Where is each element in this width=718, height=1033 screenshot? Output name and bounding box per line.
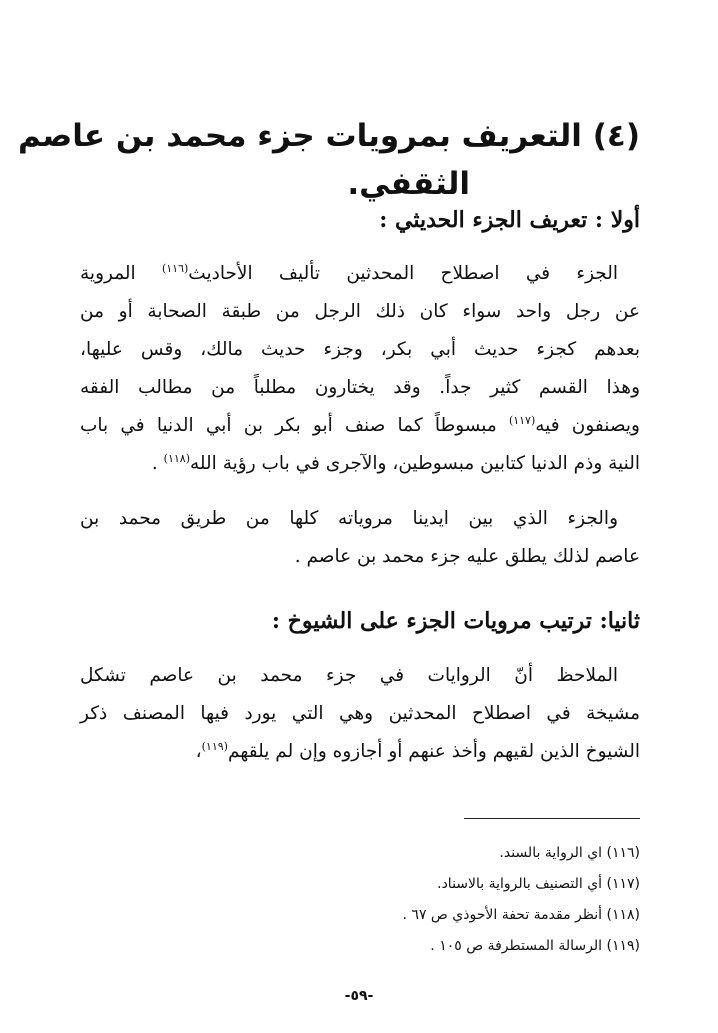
- chapter-title-line-2: الثقفي.: [347, 166, 470, 202]
- text-segment: النية وذم الدنيا كتابين مبسوطين، والآجرى في باب رؤية الله: [190, 453, 640, 474]
- footnotes-list: [80, 838, 640, 962]
- text-line: والجزء الذي بين ايدينا مروياته كلها من طريق محمد بن: [80, 508, 618, 529]
- text-segment: ويصنفون فيه: [535, 415, 640, 436]
- page-number: -٥٩-: [344, 988, 374, 1004]
- text-line: وهذا القسم كثير جداً. وقد يختارون مطلباً من مطالب الفقه: [80, 377, 640, 398]
- text-line: الملاحظ أنّ الروايات في جزء محمد بن عاصم تشكل: [80, 665, 618, 686]
- footnote-ref-118[interactable]: (١١٨): [163, 451, 190, 465]
- text-line: بعدهم كجزء حديث أبي بكر، وجزء حديث مالك، وقس عليها،: [80, 339, 640, 360]
- text-line: [80, 733, 640, 771]
- text-segment: مبسوطاً كما صنف أبو بكر بن أبي الدنيا في باب: [80, 415, 509, 436]
- text-segment: الجزء في اصطلاح المحدثين تأليف الأحاديث: [188, 263, 618, 284]
- section-1-heading: أولا : تعريف الجزء الحديثي :: [379, 207, 640, 233]
- footnote-117: (١١٧) أي التصنيف بالرواية بالاسناد.: [437, 876, 640, 892]
- footnote-ref-117[interactable]: (١١٧): [508, 413, 536, 427]
- section-2-heading: ثانيا: ترتيب مرويات الجزء على الشيوخ :: [271, 608, 640, 634]
- text-line: [80, 445, 640, 483]
- text-segment: المروية: [80, 263, 162, 284]
- text-line: مشيخة في اصطلاح المحدثين وهي التي يورد فيها المصنف ذكر: [80, 703, 640, 724]
- text-line: عن رجل واحد سواء كان ذلك الرجل من طبقة الصحابة أو من: [80, 301, 640, 322]
- footnote-ref-116[interactable]: (١١٦): [161, 261, 189, 275]
- section-1-paragraph-2: [80, 500, 640, 576]
- section-1-paragraph-1: [80, 255, 640, 483]
- text-line: [80, 255, 640, 293]
- text-segment: ،: [195, 741, 202, 762]
- text-segment: .: [151, 453, 164, 474]
- footnote-119: (١١٩) الرسالة المستطرفة ص ١٠٥ .: [430, 938, 640, 954]
- footnote-116: (١١٦) اي الرواية بالسند.: [499, 845, 640, 861]
- section-2-paragraph-1: [80, 657, 640, 771]
- text-segment: الشيوخ الذين لقيهم وأخذ عنهم أو أجازوه وإن لم يلقهم: [227, 741, 640, 762]
- footnote-divider: [464, 818, 640, 819]
- text-line: [80, 407, 640, 445]
- text-line: عاصم لذلك يطلق عليه جزء محمد بن عاصم .: [294, 546, 640, 567]
- footnote-ref-119[interactable]: (١١٩): [201, 739, 228, 753]
- footnote-118: (١١٨) أنظر مقدمة تحفة الأحوذي ص ٦٧ .: [402, 907, 640, 923]
- chapter-title: [17, 112, 640, 208]
- chapter-title-line-1: (٤) التعريف بمرويات جزء محمد بن عاصم: [17, 118, 640, 154]
